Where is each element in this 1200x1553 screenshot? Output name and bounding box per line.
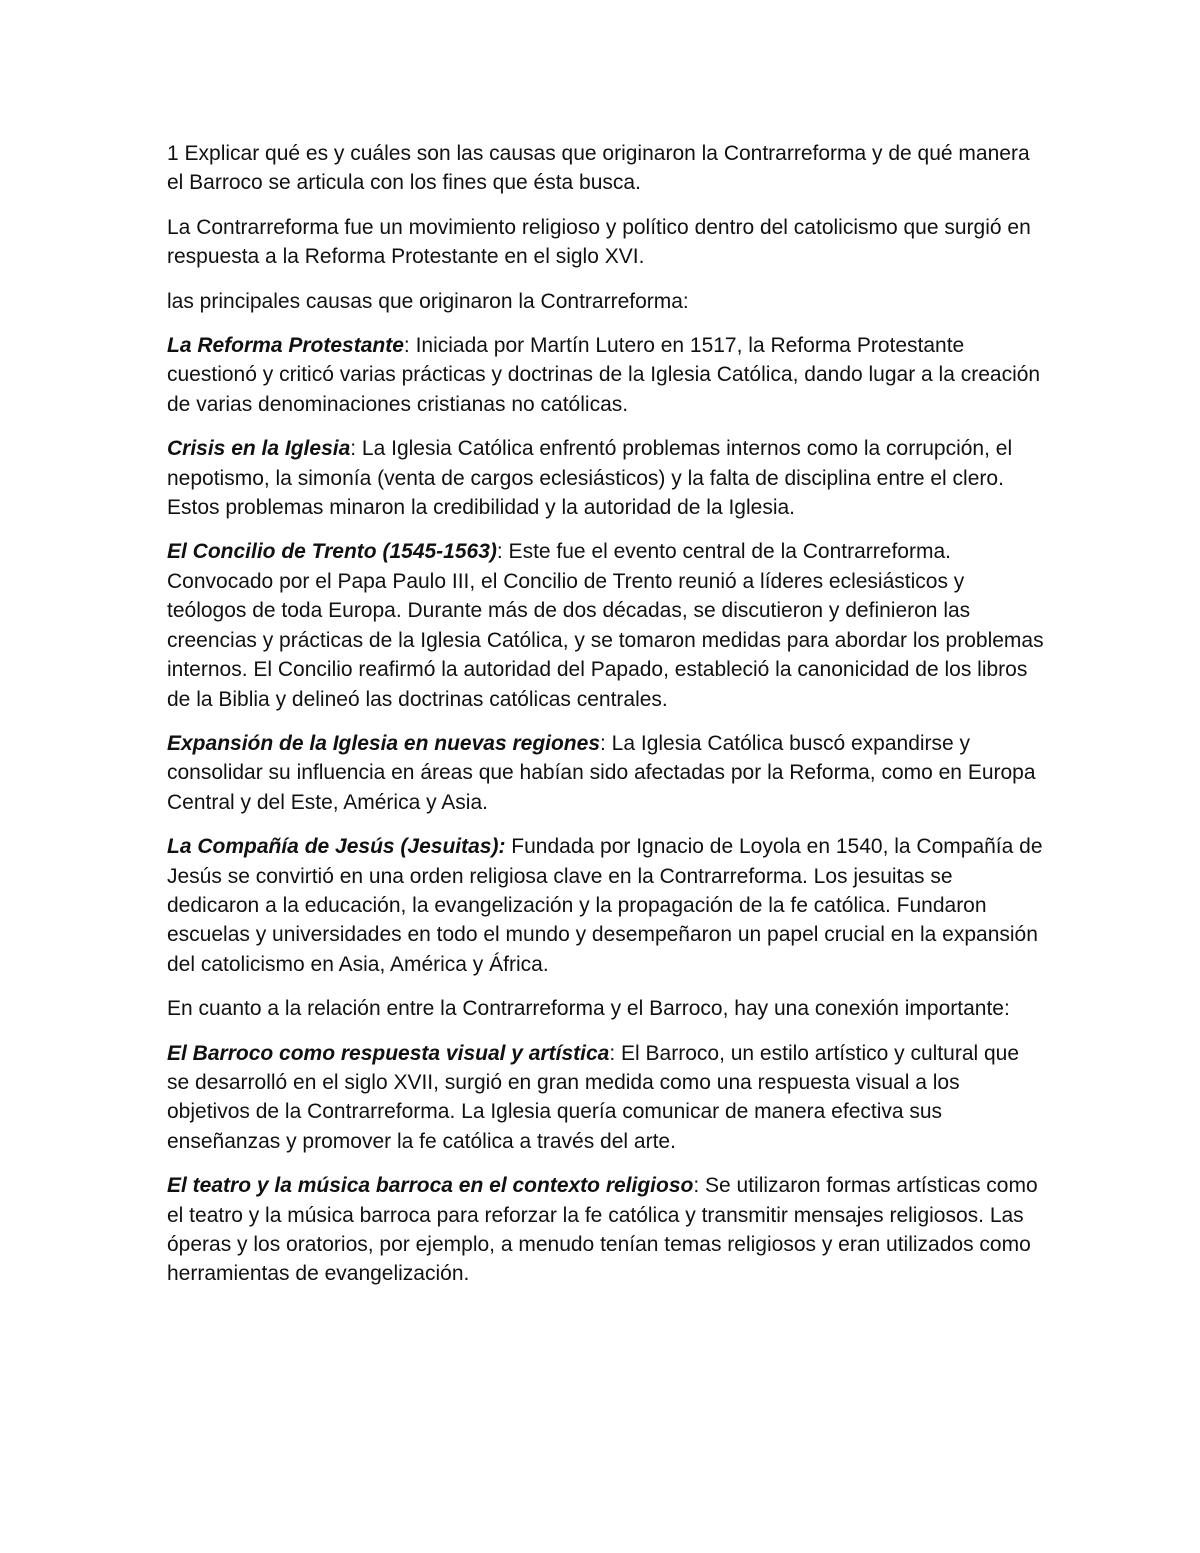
cause-term: El Concilio de Trento (1545-1563) xyxy=(167,540,497,564)
cause-term: La Reforma Protestante xyxy=(167,334,404,358)
intro-paragraph: La Contrarreforma fue un movimiento religioso y político dentro del catolicismo que surgió en respuesta a la Reforma Protestante en el siglo XVI. xyxy=(167,215,1031,269)
cause-term: La Compañía de Jesús (Jesuitas): xyxy=(167,835,506,859)
causes-heading: las principales causas que originaron la Contrarreforma: xyxy=(167,289,689,313)
cause-text: : La Iglesia Católica buscó expandirse y consolidar su influencia en áreas que habían sido afectadas por la Reforma, como en Europa Central y del Este, América y Asia. xyxy=(167,731,1036,814)
cause-expansion-iglesia xyxy=(167,729,1047,817)
cause-crisis-iglesia xyxy=(167,434,1047,522)
relation-barroco-respuesta xyxy=(167,1039,1047,1157)
cause-concilio-trento xyxy=(167,537,1047,713)
question-paragraph: 1 Explicar qué es y cuáles son las causas que originaron la Contrarreforma y de qué manera el Barroco se articula con los fines que ésta busca. xyxy=(167,142,1030,195)
relation-teatro-musica xyxy=(167,1171,1047,1289)
cause-compania-jesus xyxy=(167,832,1047,979)
cause-text: : La Iglesia Católica enfrentó problemas internos como la corrupción, el nepotismo, la simonía (venta de cargos eclesiásticos) y la falta de disciplina entre el clero. Estos problemas minaron la credibilidad y la autoridad de la Iglesia. xyxy=(167,437,1013,520)
document-page xyxy=(167,139,1047,1304)
relation-heading: En cuanto a la relación entre la Contrarreforma y el Barroco, hay una conexión importante: xyxy=(167,997,1010,1021)
relation-text: : El Barroco, un estilo artístico y cultural que se desarrolló en el siglo XVII, surgió en gran medida como una respuesta visual a los objetivos de la Contrarreforma. La Iglesia quería comunicar de manera efectiva sus enseñanzas y promover la fe católica a través del arte. xyxy=(167,1041,1020,1153)
relation-term: El teatro y la música barroca en el contexto religioso xyxy=(167,1174,694,1198)
cause-text: : Este fue el evento central de la Contrarreforma. Convocado por el Papa Paulo III, el Concilio de Trento reunió a líderes eclesiásticos y teólogos de toda Europa. Durante más de dos décadas, se discutieron y definieron las creencias y prácticas de la Iglesia Católica, y se tomaron medidas para abordar los problemas internos. El Concilio reafirmó la autoridad del Papado, estableció la canonicidad de los libros de la Biblia y delineó las doctrinas católicas centrales. xyxy=(167,540,1044,711)
cause-text: : Iniciada por Martín Lutero en 1517, la Reforma Protestante cuestionó y criticó varias prácticas y doctrinas de la Iglesia Católica, dando lugar a la creación de varias denominaciones cristianas no católicas. xyxy=(167,334,1041,416)
cause-term: Expansión de la Iglesia en nuevas regiones xyxy=(167,731,600,755)
cause-text: Fundada por Ignacio de Loyola en 1540, la Compañía de Jesús se convirtió en una orden religiosa clave en la Contrarreforma. Los jesuitas se dedicaron a la educación, la evangelización y la propagación de la fe católica. Fundaron escuelas y universidades en todo el mundo y desempeñaron un papel crucial en la expansión del catolicismo en Asia, América y África. xyxy=(167,835,1043,976)
cause-reforma-protestante xyxy=(167,331,1047,419)
cause-term: Crisis en la Iglesia xyxy=(167,437,351,461)
relation-term: El Barroco como respuesta visual y artística xyxy=(167,1041,610,1065)
relation-text: : Se utilizaron formas artísticas como el teatro y la música barroca para reforzar la fe católica y transmitir mensajes religiosos. Las óperas y los oratorios, por ejemplo, a menudo tenían temas religiosos y eran utilizados como herramientas de evangelización. xyxy=(167,1174,1038,1286)
